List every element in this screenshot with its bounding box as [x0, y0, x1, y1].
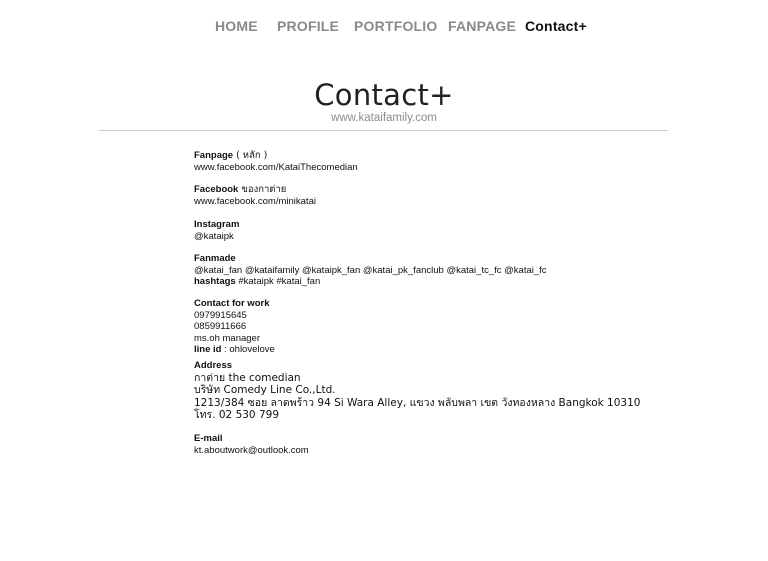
address-label: Address	[194, 360, 233, 371]
address-line-3: 1213/384 ซอย ลาดพร้าว 94 Si Wara Alley, แขวง พลับพลา เขต วังทองหลาง Bangkok 10310	[194, 396, 641, 409]
fanpage-link[interactable]: www.facebook.com/KataiThecomedian	[194, 161, 358, 173]
facebook-label: Facebook	[194, 184, 239, 195]
site-url-link[interactable]: www.kataifamily.com	[331, 112, 437, 124]
facebook-note: ของกาต่าย	[238, 184, 287, 195]
top-navigation	[0, 18, 768, 38]
fanpage-label: Fanpage	[194, 150, 234, 161]
facebook-heading	[194, 184, 316, 196]
nav-item-contact[interactable]: Contact+	[525, 18, 587, 34]
hashtags-value: #kataipk #katai_fan	[235, 276, 321, 287]
fanmade-hashtags	[194, 276, 547, 288]
line-id-value: : ohlovelove	[221, 344, 275, 355]
instagram-section	[194, 219, 239, 242]
phone-number-2: 0859911666	[194, 321, 247, 332]
fanmade-section	[194, 253, 547, 288]
email-section	[194, 433, 309, 456]
nav-item-portfolio[interactable]: PORTFOLIO	[354, 18, 438, 34]
hashtags-label: hashtags	[194, 276, 236, 287]
phone-number-1: 0979915645	[194, 309, 247, 321]
fanpage-heading	[194, 150, 358, 162]
nav-item-profile[interactable]: PROFILE	[277, 18, 340, 34]
email-label: E-mail	[194, 433, 223, 444]
facebook-section	[194, 184, 316, 207]
address-line-1: กาต่าย the comedian	[194, 371, 301, 384]
fanmade-accounts: @katai_fan @kataifamily @kataipk_fan @katai_pk_fanclub @katai_tc_fc @katai_fc	[194, 264, 547, 276]
address-line-2: บริษัท Comedy Line Co.,Ltd.	[194, 384, 336, 396]
fanpage-section	[194, 150, 358, 173]
fanmade-label: Fanmade	[194, 253, 236, 264]
contact-work-section	[194, 298, 275, 356]
address-phone: โทร. 02 530 799	[194, 409, 279, 421]
instagram-handle[interactable]: @kataipk	[194, 230, 234, 242]
header-divider	[99, 130, 668, 131]
email-link[interactable]: kt.aboutwork@outlook.com	[194, 444, 309, 456]
line-id-label: line id	[194, 344, 222, 355]
address-section	[194, 360, 640, 422]
fanpage-note: ( หลัก )	[233, 150, 268, 161]
line-id	[194, 344, 275, 356]
contact-work-label: Contact for work	[194, 298, 270, 309]
page-title: Contact+	[314, 78, 454, 112]
manager-name: ms.oh manager	[194, 332, 261, 344]
facebook-link[interactable]: www.facebook.com/minikatai	[194, 195, 316, 207]
instagram-label: Instagram	[194, 219, 240, 230]
nav-item-home[interactable]: HOME	[215, 18, 258, 34]
nav-item-fanpage[interactable]: FANPAGE	[448, 18, 517, 34]
